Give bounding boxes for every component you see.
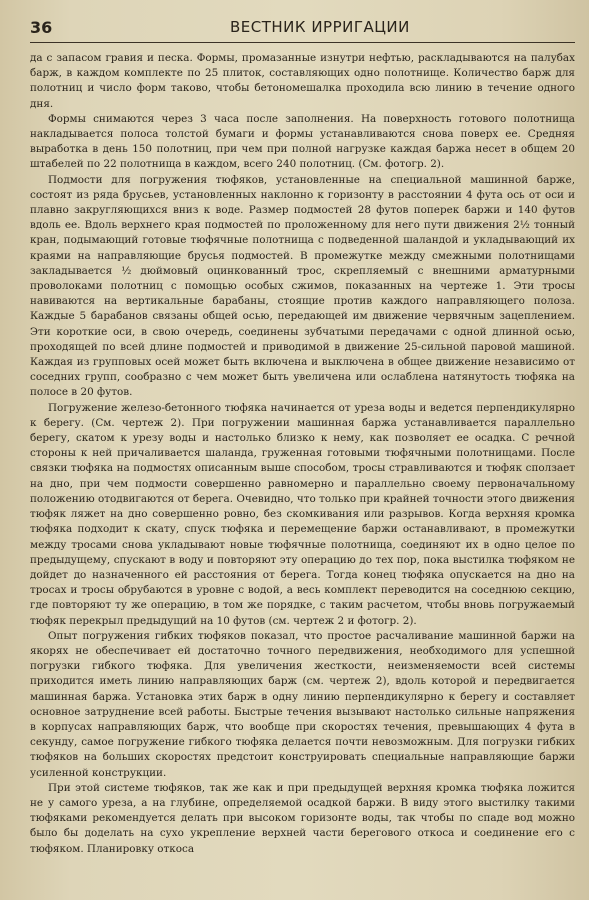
paragraph-3: Подмости для погружения тюфяков, установленные на специальной машинной барже, состоят из ряда брусьев, установленных наклонно к горизонту в расстоянии 4 фута ось от оси и плавно закругляющихся вниз к воде. Размер подмостей 28 футов поперек баржи и 140 футов вдоль ее. Вдоль верхнего края подмостей по проложенному для него пути движения 2½ тонный кран, подымающий готовые тюфячные полотнища с подведенной шаландой и укладывающий их краями на направляющие брусья подмостей. В промежутке между смежными полотнищами закладывается ½ дюймовый оцинкованный трос, скрепляемый с внешними арматурными проволоками полотниц с помощью особых сжимов, показанных на чертеже 1. Эти тросы навиваются на вертикальные барабаны, стоящие против каждого направляющего полоза. Каждые 5 барабанов связаны общей осью, передающей им движение червячным зацеплением. Эти короткие оси, в свою очередь, соединены зубчатыми передачами с одной длинной осью, проходящей по всей длине подмостей и приводимой в движение 25-сильной паровой машиной. Каждая из групповых осей может быть включена и выключена в общее движение независимо от соседних групп, сообразно с чем может быть увеличена или ослаблена натянутость тюфяка на полосе в 20 футов. [30,173,575,399]
paragraph-1: да с запасом гравия и песка. Формы, промазанные изнутри нефтью, раскладываются на палубах барж, в каждом комплекте по 25 плиток, составляющих одно полотнище. Количество барж для полотниц и число форм таково, чтобы бетономешалка проходила всю линию в течение одного дня. [30,52,575,110]
paragraph-4: Погружение железо-бетонного тюфяка начинается от уреза воды и ведется перпендикулярно к берегу. (См. чертеж 2). При погружении машинная баржа устанавливается параллельно берегу, скатом к урезу воды и настолько близко к нему, как позволяет ее осадка. С речной стороны к ней причаливается шаланда, груженная готовыми тюфячными полотнищами. После связки тюфяка на подмостях описанным выше способом, тросы стравливаются и тюфяк сползает на дно, при чем подмости совершенно равномерно и параллельно своему первоначальному положению отодвигаются от берега. Очевидно, что только при крайней точности этого движения тюфяк ляжет на дно совершенно ровно, без скомкивания или разрывов. Когда верхняя кромка тюфяка подходит к скату, спуск тюфяка и перемещение баржи останавливают, в промежутки между тросами снова укладывают новые тюфячные полотнища, соединяют их в одно целое по предыдущему, спускают в воду и повторяют эту операцию до тех пор, пока выстилка тюфяком не дойдет до назначенного ей расстояния от берега. Тогда конец тюфяка опускается на дно на тросах и тросы обрубаются в уровне с водой, а весь комплект переводится на соседнюю секцию, где повторяют ту же операцию, в том же порядке, с таким расчетом, чтобы вновь погружаемый тюфяк перекрыл предыдущий на 10 футов (см. чертеж 2 и фотогр. 2). [30,401,575,627]
page-header [30,14,575,43]
paragraph-5: Опыт погружения гибких тюфяков показал, что простое расчаливание машинной баржи на якорях не обеспечивает ей достаточно точного передвижения, необходимого для успешной погрузки гибкого тюфяка. Для увеличения жесткости, неизменяемости всей системы приходится иметь линию направляющих барж (см. чертеж 2), вдоль которой и передвигается машинная баржа. Установка этих барж в одну линию перпендикулярно к берегу и составляет основное затруднение всей работы. Быстрые течения вызывают настолько сильные напряжения в корпусах направляющих барж, что вообще при скоростях течения, превышающих 4 фута в секунду, самое погружение гибкого тюфяка делается почти невозможным. Для погрузки гибких тюфяков на больших скоростях предстоит конструировать специальные направляющие баржи усиленной конструкции. [30,629,575,779]
body-text [30,51,575,857]
paragraph-6: При этой системе тюфяков, так же как и при предыдущей верхняя кромка тюфяка ложится не у самого уреза, а на глубине, определяемой осадкой баржи. В виду этого выстилку такими тюфяками рекомендуется делать при высоком горизонте воды, так чтобы по спаде вод можно было бы доделать на сухо укрепление верхней части берегового откоса и соединение его с тюфяком. Планировку откоса [30,781,575,855]
paragraph-2: Формы снимаются через 3 часа после заполнения. На поверхность готового полотнища накладывается полоса толстой бумаги и формы устанавливаются снова поверх ее. Средняя выработка в день 150 полотниц, при чем при полной нагрузке каждая баржа несет в общем 20 штабелей по 22 полотнища в каждом, всего 240 полотниц. (См. фотогр. 2). [30,112,575,171]
page-number: 36 [30,18,53,37]
running-title: ВЕСТНИК ИРРИГАЦИИ [230,18,410,36]
